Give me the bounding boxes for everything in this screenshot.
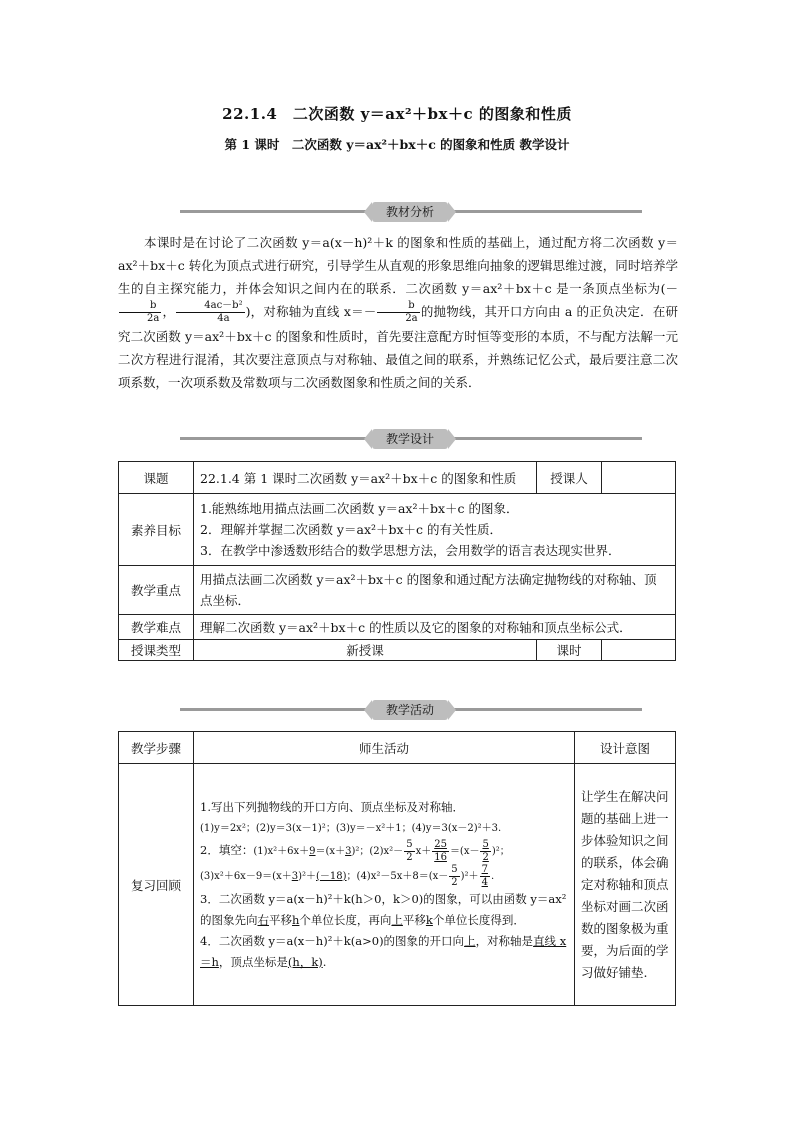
activity-table (118, 731, 676, 1006)
focus-label: 教学重点 (119, 566, 194, 615)
col-intent-header: 设计意图 (575, 732, 676, 764)
type-label: 授课类型 (119, 640, 194, 661)
fraction-answer: $\frac{7}{4}$ (481, 863, 488, 888)
analysis-text-1: 本课时是在讨论了二次函数 y＝a(x－h)²＋k 的图象和性质的基础上，通过配方将二次函数 y＝ax²＋bx＋c 转化为顶点式进行研究，引导学生从直观的形象思维向抽象的逻辑思维过渡，同时培养学生的自主探究能力，并体会知识之间内在的联系．二次函数 y＝ax²＋bx＋ (118, 235, 678, 296)
analysis-paragraph: 本课时是在讨论了二次函数 y＝a(x－h)²＋k 的图象和性质的基础上，通过配方将二次函数 y＝ax²＋bx＋c 转化为顶点式进行研究，引导学生从直观的形象思维向抽象的逻辑思维过渡，同时培养学生的自主探究能力，并体会知识之间内在的联系．二次函数 y＝ax²＋bx＋c 是一条顶点坐标为(－ $\frac{b}{2a}$ ， $\frac{\text{4ac－b²}}{4a}$ )，对称轴为直线 x＝－ $\frac{b}{2a}$ 的抛物线，其开口方向由 a 的正负决定．在研究二次函数 y＝ax²＋bx＋c 的图象和性质时，首先要注意配方时恒等变形的本质，不与配方法解一元二次方程进行混淆，其次要注意顶点与对称轴、最值之间的联系，并熟练记忆公式，最后要注意二次项系数，一次项系数及常数项与二次函数图象和性质之间的关系． (118, 235, 678, 390)
section-banner-analysis (180, 202, 642, 222)
question-1: 1.写出下列抛物线的开口方向、顶点坐标及对称轴． (200, 799, 464, 814)
col-activity-header: 师生活动 (194, 732, 575, 764)
table-row (119, 764, 676, 1006)
hours-label: 课时 (537, 640, 602, 661)
design-table (118, 461, 676, 661)
table-row (119, 732, 676, 764)
teacher-label: 授课人 (537, 462, 602, 494)
section-banner-activity (180, 700, 642, 720)
focus-value: 用描点法画二次函数 y＝ax²＋bx＋c 的图象和通过配方法确定抛物线的对称轴、顶点坐标． (194, 566, 676, 615)
topic-label: 课题 (119, 462, 194, 494)
table-row (119, 566, 676, 615)
table-row (119, 615, 676, 640)
table-row (119, 462, 676, 494)
table-row (119, 640, 676, 661)
document-title: 22.1.4 二次函数 y＝ax²＋bx＋c 的图象和性质 (222, 105, 572, 123)
analysis-text-3: 正负决定．在研究二次函数 y＝ax²＋bx＋c 的图象和性质时，首先要注意配方时恒等变形的本质，不与配方法解一元二次方程进行混淆，其次要注意顶点与对称轴、最值之间的联系，并熟练记忆公式，最后要注意二次项系数，一次项系数及常数项与二次函数图象和性质之间的关系． (118, 304, 678, 390)
fraction-answer: $\frac{5}{2}$ (482, 838, 489, 863)
hours-value (602, 640, 676, 661)
fraction: $\frac{5}{2}$ (406, 838, 413, 863)
table-row (119, 494, 676, 566)
section-label-design: 教学设计 (372, 429, 448, 449)
question-1-items: (1)y＝2x²；(2)y＝3(x－1)²；(3)y＝－x²＋1；(4)y＝3(x－2)²＋3. (200, 822, 502, 834)
col-step-header: 教学步骤 (119, 732, 194, 764)
question-3: 3．二次函数 y＝a(x－h)²＋k(h＞0，k＞0)的图象，可以由函数 y＝ax²的图象先向右平移h个单位长度，再向上平移k个单位长度得到． (200, 891, 567, 927)
fraction-answer: $\frac{25}{16}$ (434, 838, 447, 863)
question-4: 4．二次函数 y＝a(x－h)²＋k(a>0)的图象的开口向上，对称轴是直线 x＝h，顶点坐标是(h，k). (200, 933, 567, 969)
teacher-value (602, 462, 676, 494)
section-banner-design (180, 429, 642, 449)
question-2-row-1: 2．填空：(1)x²＋6x＋9＝(x＋3)²；(2)x²－ $\frac{5}{2}$ x＋ $\frac{25}{16}$ ＝(x－ $\frac{5}{2}$ )²； (200, 838, 510, 863)
section-label-analysis: 教材分析 (372, 202, 448, 222)
vertex-y-fraction: $\frac{\text{4ac－b²}}{4a}$ (176, 300, 244, 325)
goal-item: 1.能熟练地用描点法画二次函数 y＝ax²＋bx＋c 的图象． (200, 501, 519, 516)
activity-cell (194, 764, 575, 1006)
goal-item: 2．理解并掌握二次函数 y＝ax²＋bx＋c 的有关性质． (200, 522, 503, 537)
analysis-text-2a: c 是一条顶点坐标为(－ (544, 281, 678, 296)
goal-item: 3．在教学中渗透数形结合的数学思想方法，会用数学的语言表达现实世界． (200, 543, 621, 558)
analysis-text-2c: 的抛物线，其开口方向由 a 的 (420, 304, 590, 319)
section-label-activity: 教学活动 (372, 700, 448, 720)
goals-cell (194, 494, 676, 566)
analysis-text-2b: )，对称轴为直线 x＝－ (245, 304, 377, 319)
type-value: 新授课 (194, 640, 537, 661)
intent-cell: 让学生在解决问题的基础上进一步体验知识之间的联系，体会确定对称轴和顶点坐标对画二次函数的图象极为重要，为后面的学习做好铺垫. (575, 764, 676, 1006)
difficulty-value: 理解二次函数 y＝ax²＋bx＋c 的性质以及它的图象的对称轴和顶点坐标公式． (194, 615, 676, 640)
goals-label: 素养目标 (119, 494, 194, 566)
question-2-row-2: (3)x²＋6x－9＝(x＋3)²＋(－18)；(4)x²－5x＋8＝(x－ $\frac{5}{2}$ )²＋ $\frac{7}{4}$ . (200, 863, 495, 888)
fraction: $\frac{5}{2}$ (451, 863, 458, 888)
difficulty-label: 教学难点 (119, 615, 194, 640)
vertex-x-fraction: $\frac{b}{2a}$ (119, 300, 161, 325)
document-subtitle: 第 1 课时 二次函数 y＝ax²＋bx＋c 的图象和性质 教学设计 (224, 137, 570, 152)
step-cell: 复习回顾 (119, 764, 194, 1006)
axis-fraction: $\frac{b}{2a}$ (377, 300, 419, 325)
topic-value: 22.1.4 第 1 课时二次函数 y＝ax²＋bx＋c 的图象和性质 (194, 462, 537, 494)
